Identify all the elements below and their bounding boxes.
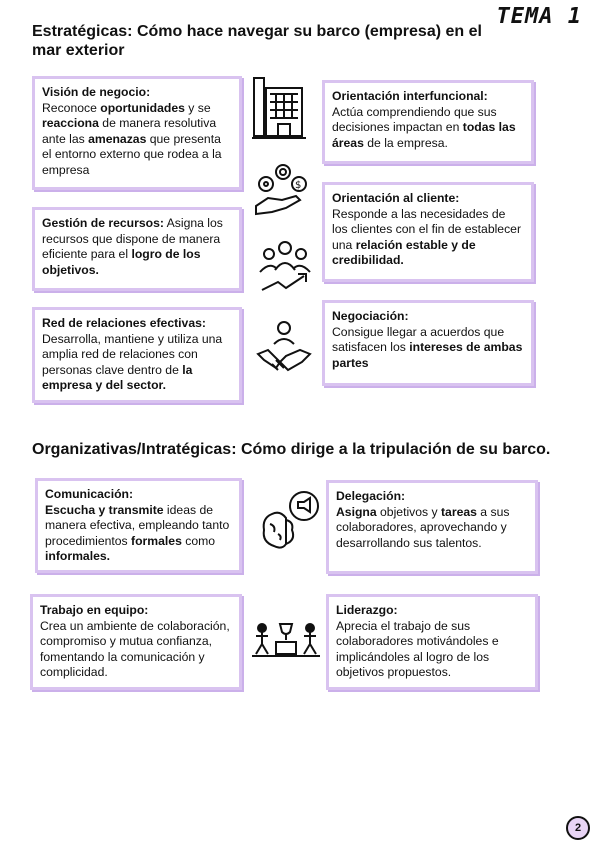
card-text-bold: logro de los objetivos. (42, 247, 201, 277)
card-title: Delegación: (336, 489, 406, 503)
team-trophy-icon (252, 620, 320, 660)
building-icon (252, 76, 306, 140)
card-text-bold: Asigna (336, 504, 377, 519)
card-title: Visión de negocio: (42, 85, 151, 99)
card-text: a sus colaboradores, aprovechando y desarrollando sus talentos. (336, 504, 510, 550)
card-text-bold: tareas (441, 504, 477, 519)
card-orientacion-cliente (322, 182, 534, 282)
card-vision-negocio (32, 76, 242, 190)
card-trabajo-equipo (30, 594, 242, 690)
page-number-badge: 2 (566, 816, 590, 840)
card-text-bold: todas las áreas (332, 120, 516, 150)
card-text-bold: reacciona (42, 116, 99, 130)
svg-text:$: $ (295, 180, 302, 191)
card-comunicacion (35, 478, 242, 573)
card-text-bold: la empresa y del sector. (42, 362, 193, 392)
section-title-organizational: Organizativas/Intratégicas: Cómo dirige a la tripulación de su barco. (32, 441, 551, 458)
topic-label: TEMA 1 (496, 4, 582, 29)
card-text: Desarrolla, mantiene y utiliza una amplia red de relaciones con personas clave dentro de (42, 331, 223, 377)
card-delegacion (326, 480, 538, 574)
card-text: y se (184, 100, 211, 115)
card-text: que presenta el entorno externo que rodea a la empresa (42, 131, 222, 177)
team-growth-icon (256, 238, 314, 298)
card-text-bold: relación estable y de credibilidad. (332, 237, 476, 267)
card-text: Asigna los recursos que dispone de manera eficiente para el (42, 216, 223, 261)
card-title: Orientación al cliente: (332, 191, 460, 205)
card-text: objetivos y (376, 504, 441, 519)
card-text-bold: informales. (45, 549, 111, 563)
card-text: Crea un ambiente de colaboración, compromiso y mutua confianza, fomentando la comunicación y complicidad. (40, 618, 230, 679)
card-red-relaciones (32, 307, 242, 403)
brain-megaphone-icon (258, 490, 322, 552)
card-text-bold: Escucha y transmite (45, 502, 164, 517)
card-text: de la empresa. (363, 135, 448, 150)
card-gestion-recursos (32, 207, 242, 291)
card-title: Trabajo en equipo: (40, 603, 149, 617)
card-title: Liderazgo: (336, 603, 398, 617)
card-text: Consigue llegar a acuerdos que satisfacen los (332, 324, 505, 354)
card-text-bold: formales (131, 533, 182, 548)
section-title-strategic: Estratégicas: Cómo hace navegar su barco (empresa) en el mar exterior (32, 23, 482, 59)
card-title: Comunicación: (45, 487, 134, 501)
card-title: Orientación interfuncional: (332, 89, 488, 103)
card-text: Actúa comprendiendo que sus decisiones impactan en (332, 104, 497, 134)
card-text: Aprecia el trabajo de sus colaboradores motivándoles e implicándoles al logro de los objetivos propuestos. (336, 618, 499, 679)
card-text: Responde a las necesidades de los clientes con el fin de establecer una (332, 206, 522, 252)
card-text: ideas de manera efectiva, empleando tanto procedimientos (45, 502, 230, 548)
card-text-bold: oportunidades (100, 100, 185, 115)
card-text-bold: intereses de ambas partes (332, 340, 523, 370)
card-title: Gestión de recursos: (42, 216, 164, 230)
handshake-icon (256, 320, 312, 378)
card-text: como (181, 533, 216, 548)
card-title: Negociación: (332, 309, 409, 323)
card-text: Reconoce (42, 100, 101, 115)
card-title: Red de relaciones efectivas: (42, 316, 206, 330)
card-text: de manera resolutiva ante las (42, 116, 217, 146)
card-liderazgo (326, 594, 538, 690)
card-orientacion-interfuncional (322, 80, 534, 164)
hand-gears-icon (252, 162, 314, 220)
card-text-bold: amenazas (88, 131, 147, 146)
card-negociacion (322, 300, 534, 386)
